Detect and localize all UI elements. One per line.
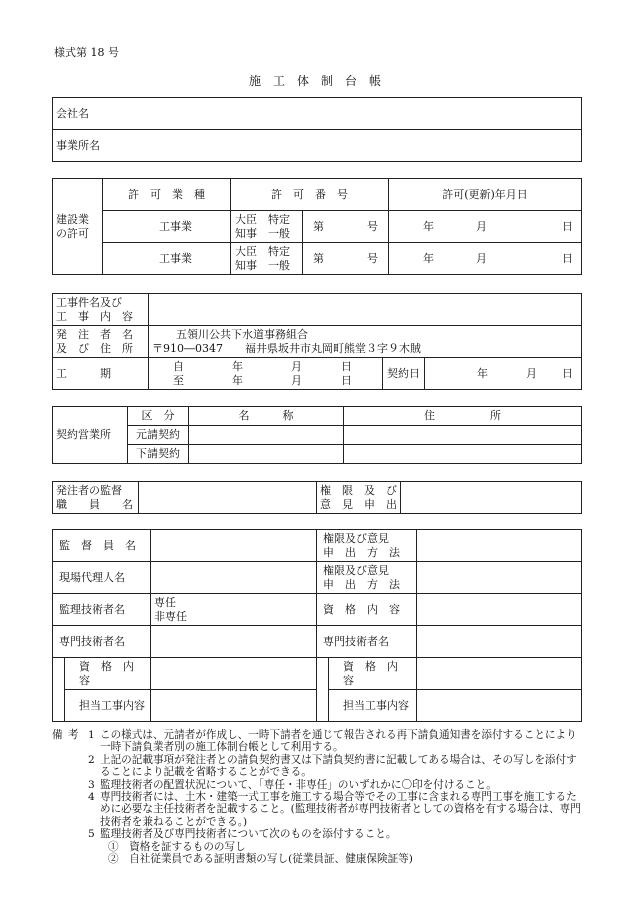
- note-item: 備考 1 この様式は、元請者が作成し、一時下請者を通じて報告される再下請負通知書を添付することにより一時下請負業者別の施工体制台帳として利用する。: [52, 729, 577, 754]
- note-item: 4 専門技術者には、土木・建築一式工事を施工する場合等でその工事に含まれる専門工事を施工するために必要な主任技術者を記載すること。(監理技術者が専門技術者としての資格を有する場合は、専門技術者を兼ねることができる。): [88, 791, 581, 828]
- authority-method-field[interactable]: [417, 562, 582, 594]
- contract-date-field[interactable]: 年 月 日: [425, 358, 582, 390]
- chief-engineer-field[interactable]: [151, 594, 317, 626]
- notes-label: 備考: [52, 729, 84, 741]
- sub-office-name-field[interactable]: [189, 445, 344, 464]
- license-type-header: 許 可 業 種: [103, 179, 231, 211]
- client-supervisor-label: 発注者の監督 職 員 名: [53, 482, 139, 514]
- prime-contract-label: 元請契約: [128, 426, 189, 445]
- office-address-header: 住 所: [344, 407, 582, 426]
- indent-spacer: [317, 658, 329, 722]
- license-date-header: 許可(更新)年月日: [389, 179, 582, 211]
- company-table: [52, 97, 582, 162]
- office-name-label: 事業所名: [56, 138, 100, 152]
- indent-spacer: [53, 658, 65, 722]
- company-name-field[interactable]: [53, 98, 582, 130]
- period-label: 工 期: [53, 358, 149, 390]
- note-subitem: ① 資格を証するものの写し: [108, 840, 246, 853]
- client-name: 五領川公共下水道事務組合: [176, 328, 308, 342]
- note-subitem: ② 自社従業員である証明書類の写し(従業員証、健康保険証等): [108, 853, 413, 866]
- site-agent-label: 現場代理人名: [53, 562, 151, 594]
- specialist-label: 専門技術者名: [53, 626, 151, 658]
- specialist-field[interactable]: [151, 626, 317, 658]
- period-field[interactable]: 自 年 月 日 至 年 月 日: [149, 358, 383, 390]
- license-date-cell[interactable]: 年 月 日: [389, 211, 582, 243]
- authority-method-label: 権限及び意見 申 出 方 法: [317, 530, 417, 562]
- license-authority-cell[interactable]: 大臣 特定 知事 一般: [231, 243, 303, 275]
- chief-engineer-label: 監理技術者名: [53, 594, 151, 626]
- assigned-work-label: 担当工事内容: [65, 690, 151, 722]
- assigned-work-field[interactable]: [417, 690, 582, 722]
- client-address: 福井県坂井市丸岡町熊堂３字９木賊: [245, 341, 421, 355]
- license-number-cell[interactable]: 第 号: [303, 243, 389, 275]
- note-item: 3 監理技術者の配置状況について、「専任・非専任」のいずれかに〇印を付けること。: [88, 778, 497, 791]
- supervisor-label: 監 督 員 名: [53, 530, 151, 562]
- staff-table: [52, 529, 582, 722]
- company-name-label: 会社名: [56, 106, 89, 120]
- specialist-qualification-label: 資 格 内 容: [65, 658, 151, 690]
- category-header: 区 分: [128, 407, 189, 426]
- license-type-cell[interactable]: 工事業: [103, 211, 231, 243]
- project-name-label: 工事件名及び 工 事 内 容: [53, 294, 149, 326]
- contract-office-table: [52, 406, 582, 464]
- specialist-qualification-field[interactable]: [151, 658, 317, 690]
- specialist-qualification-field[interactable]: [417, 658, 582, 690]
- note-item: 5 監理技術者及び専門技術者について次のものを添付すること。: [88, 828, 397, 841]
- authority-method-field[interactable]: [417, 530, 582, 562]
- client-supervisor-field[interactable]: [139, 482, 317, 514]
- specialist-label: 専門技術者名: [317, 626, 417, 658]
- project-table: [52, 293, 582, 390]
- contract-office-label: 契約営業所: [53, 407, 128, 464]
- license-type-cell[interactable]: 工事業: [103, 243, 231, 275]
- site-agent-field[interactable]: [151, 562, 317, 594]
- qualification-field[interactable]: [417, 594, 582, 626]
- note-item: 2 上記の記載事項が発注者との請負契約書又は下請負契約書に記載してある場合は、その写しを添付することにより記載を省略することができる。: [88, 753, 577, 779]
- page-title: 施 工 体 制 台 帳: [248, 74, 381, 88]
- license-number-header: 許 可 番 号: [231, 179, 389, 211]
- license-section-label: 建設業 の許可: [53, 179, 103, 275]
- sub-office-address-field[interactable]: [344, 445, 582, 464]
- license-row: [53, 243, 582, 275]
- contract-date-label: 契約日: [383, 358, 425, 390]
- license-authority-cell[interactable]: 大臣 特定 知事 一般: [231, 211, 303, 243]
- client-field[interactable]: [149, 326, 582, 358]
- client-authority-field[interactable]: [401, 482, 582, 514]
- license-number-cell[interactable]: 第 号: [303, 211, 389, 243]
- license-table: [52, 178, 582, 275]
- client-supervisor-table: [52, 481, 582, 514]
- prime-office-address-field[interactable]: [344, 426, 582, 445]
- not-fulltime-option[interactable]: 非専任: [154, 609, 187, 623]
- client-postal: 〒910―0347: [152, 341, 223, 355]
- client-label: 発 注 者 名 及 び 住 所: [53, 326, 149, 358]
- qualification-label: 資 格 内 容: [317, 594, 417, 626]
- form-number: 様式第 18 号: [54, 46, 119, 59]
- notes: [52, 729, 587, 865]
- office-name-field[interactable]: [53, 130, 582, 162]
- authority-method-label: 権限及び意見 申 出 方 法: [317, 562, 417, 594]
- assigned-work-label: 担当工事内容: [329, 690, 417, 722]
- project-name-field[interactable]: [149, 294, 582, 326]
- specialist-qualification-label: 資 格 内 容: [329, 658, 417, 690]
- client-authority-label: 権 限 及 び 意 見 申 出: [317, 482, 401, 514]
- prime-office-name-field[interactable]: [189, 426, 344, 445]
- fulltime-option[interactable]: 専任: [154, 596, 176, 610]
- assigned-work-field[interactable]: [151, 690, 317, 722]
- license-row: [53, 211, 582, 243]
- sub-contract-label: 下請契約: [128, 445, 189, 464]
- supervisor-field[interactable]: [151, 530, 317, 562]
- office-name-header: 名 称: [189, 407, 344, 426]
- specialist-field[interactable]: [417, 626, 582, 658]
- license-date-cell[interactable]: 年 月 日: [389, 243, 582, 275]
